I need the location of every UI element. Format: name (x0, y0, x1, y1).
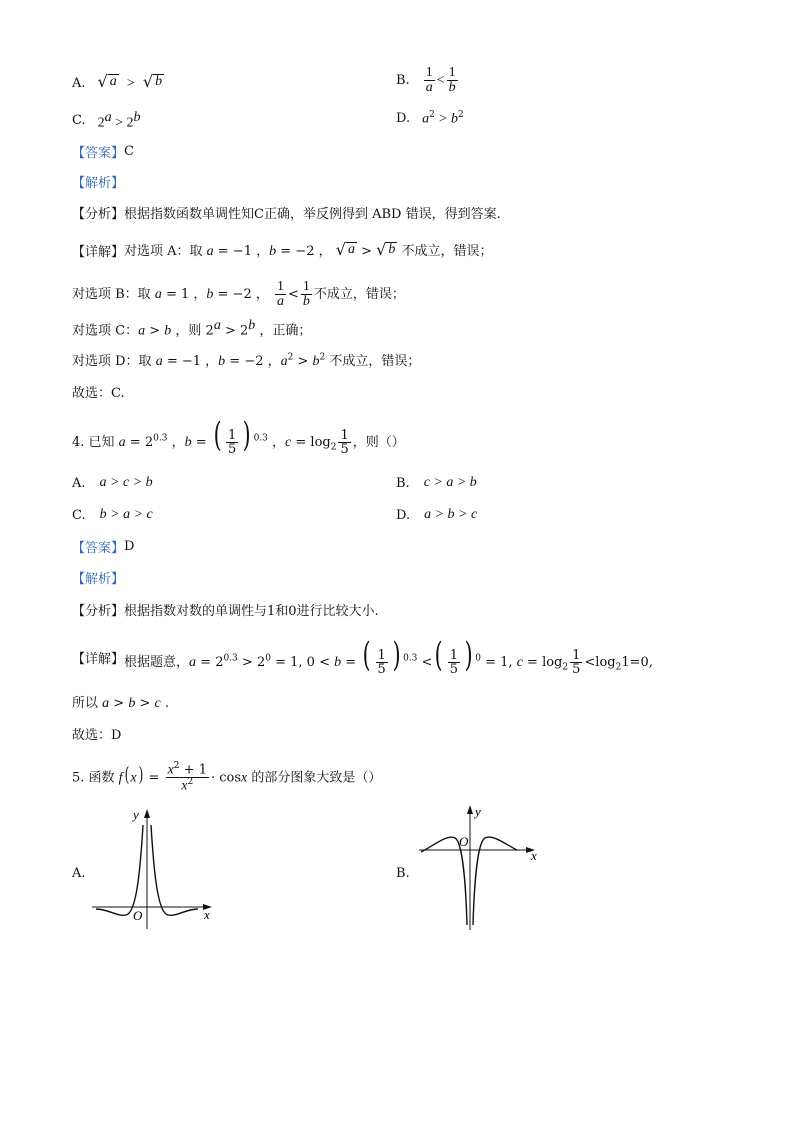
q5-stem: 5. 函数 f( x) = $\frac{x^2 + 1}{x^2}$ · cosx 的部分图象大致是（） (72, 761, 382, 794)
detail-line-c: 对选项 C：a > b ，则 $2^a > 2^b$ ，正确； (72, 318, 312, 339)
q4-answer (72, 537, 134, 556)
option-b-expr: c > a > b (423, 475, 477, 490)
prev-answer (72, 142, 134, 161)
option-a-expr: a > c > b (99, 475, 153, 490)
prev-detail-d (72, 350, 420, 370)
option-label: B. (396, 475, 410, 491)
option-b-expr: $\frac{1}{a}$ < $\frac{1}{b}$ (425, 65, 456, 95)
prev-option-c[interactable] (72, 110, 141, 132)
q4-detail (72, 635, 653, 677)
q4-so-line: 所以 a > b > c . (72, 696, 169, 711)
q4-option-c[interactable] (72, 507, 153, 523)
q4-option-a[interactable] (72, 475, 153, 491)
detail-tag: 【详解】 (72, 244, 125, 260)
q4-stem: 4. 已知 $a = 2^{0.3}$ ，b = ( $\frac{1}{5}$ ) $^{0.3}$ ，$c = \log_2$ $\frac{1}{5}$ ，则（） (72, 415, 405, 457)
q4-analysis-tag: 【解析】 (72, 572, 125, 587)
x-axis-label: x (204, 907, 210, 922)
origin-label: O (133, 908, 143, 923)
y-axis-arrow (467, 805, 473, 814)
q5-option-b-label[interactable]: B. (396, 866, 410, 881)
prev-conclusion: 故选：C. (72, 386, 125, 401)
curve-left (96, 825, 143, 915)
prev-detail-b (72, 280, 405, 309)
analysis-text: 根据指数函数单调性知C正确，举反例得到 ABD 错误，得到答案. (124, 207, 501, 222)
option-label: C. (72, 507, 86, 523)
q4-option-b[interactable] (396, 475, 477, 491)
detail-line-b: 对选项 B：取 a = 1 ，b = −2 ， $\frac{1}{a}$ < $\frac{1}{b}$ 不成立，错误； (72, 279, 405, 309)
detail-tag: 【详解】 (72, 651, 125, 667)
option-d-expr: a > b > c (424, 507, 478, 522)
y-axis-arrow (144, 809, 150, 818)
prev-detail-a (72, 240, 492, 260)
q4-analysis (72, 600, 379, 619)
y-axis-label: y (133, 807, 139, 822)
analysis-tag: 【分析】 (72, 207, 125, 222)
option-c-expr: b > a > c (99, 507, 153, 522)
option-label: C. (72, 113, 86, 129)
detail-line: 根据题意，$a = 2^{0.3} > 2^0 = 1$, 0 < b = ( $\frac{1}{5}$ ) $^{0.3}$ <( $\frac{1}{5}$ ) $^0$ = 1, $c = \log_2$ $\frac{1}{5}$ $<\log_21=0$, (124, 635, 653, 677)
curve-right (151, 825, 198, 915)
option-label: D. (396, 111, 411, 127)
prev-detail-c (72, 318, 311, 339)
q5-option-a-graph[interactable] (88, 805, 228, 935)
answer-tag: 【答案】 (72, 146, 125, 161)
q5-option-a-label[interactable]: A. (72, 866, 86, 881)
q4-option-d[interactable] (396, 507, 477, 523)
origin-label: O (459, 834, 469, 849)
analysis-tag: 【分析】 (72, 604, 125, 619)
q4-conclusion: 故选：D (72, 728, 122, 743)
option-label: B. (396, 73, 410, 88)
prev-option-d[interactable] (396, 110, 464, 127)
detail-line-d: 对选项 D：取 a = −1 ，b = −2 ，$a^2 > b^2$ 不成立，错误； (72, 352, 421, 369)
option-d-expr: $a^2 > b^2$ (422, 110, 464, 127)
analysis-text: 根据指数对数的单调性与1和0进行比较大小. (124, 604, 379, 619)
y-axis-label: y (475, 804, 481, 819)
prev-analysis-tag: 【解析】 (72, 176, 125, 191)
prev-option-a[interactable] (72, 74, 164, 92)
detail-line-a: 对选项 A：取 a = −1 ，b = −2 ， √ a > √ b 不成立，错误； (124, 240, 493, 259)
option-a-expr: √ a > √ b (97, 72, 163, 91)
x-axis-label: x (531, 848, 537, 863)
option-label: A. (72, 475, 86, 491)
q5-option-b-graph[interactable] (413, 800, 553, 935)
option-c-expr: $2^a > 2^b$ (97, 110, 141, 131)
option-label: D. (396, 507, 411, 523)
prev-analysis (72, 203, 501, 222)
answer-value: C (124, 144, 134, 159)
prev-option-b[interactable] (396, 66, 460, 95)
option-label: A. (72, 75, 86, 91)
answer-value: D (124, 539, 135, 554)
answer-tag: 【答案】 (72, 541, 125, 556)
